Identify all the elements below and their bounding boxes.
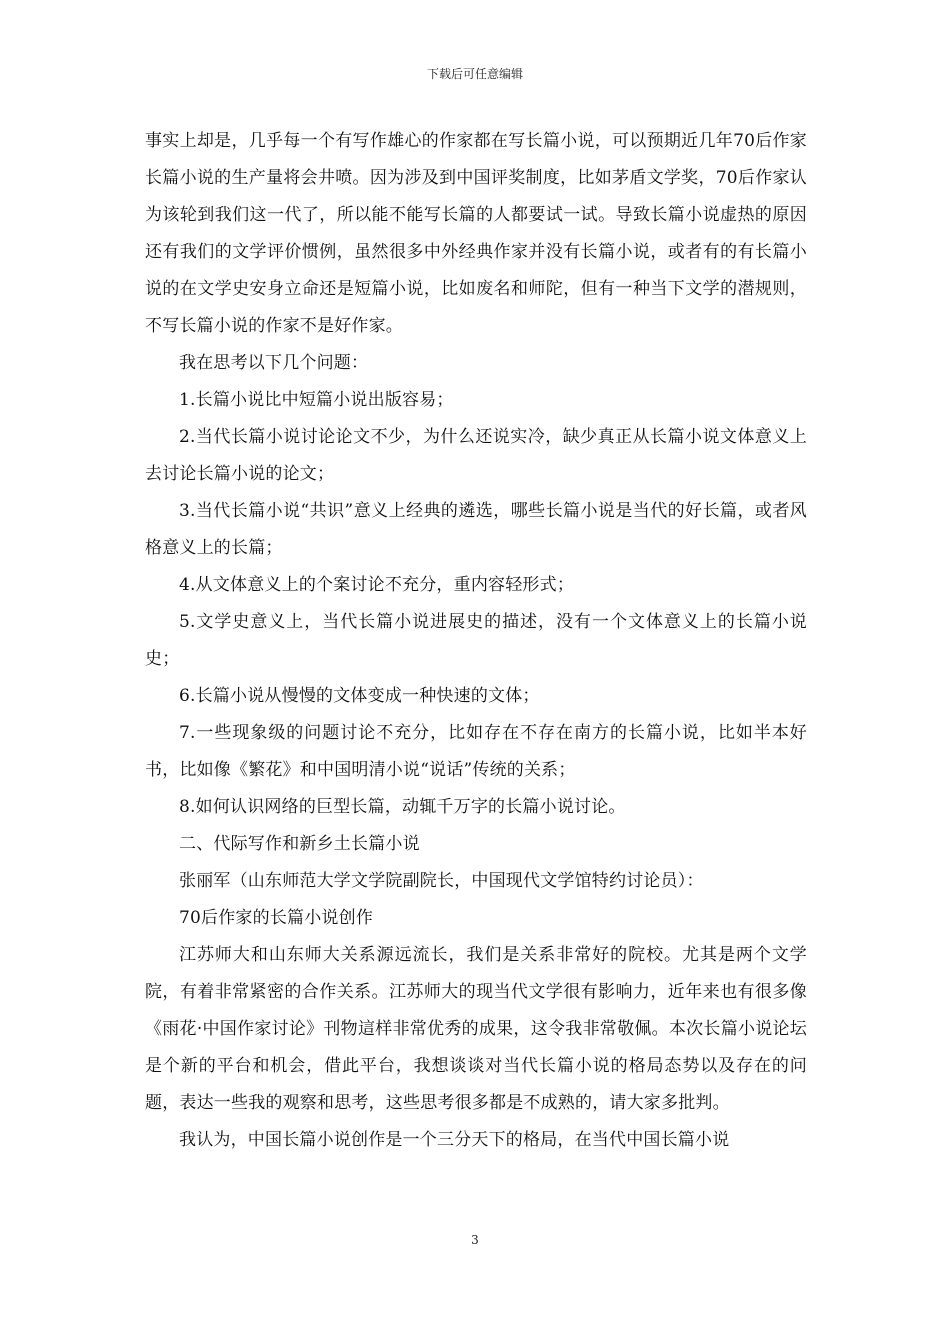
paragraph: 7.一些现象级的问题讨论不充分，比如存在不存在南方的长篇小说，比如半本好书，比如像《繁花》和中国明清小说“说话”传统的关系； (145, 723, 807, 780)
paragraph: 5.文学史意义上，当代长篇小说进展史的描述，没有一个文体意义上的长篇小说史； (145, 612, 807, 669)
page-number: 3 (471, 1233, 479, 1247)
paragraph: 江苏师大和山东师大关系源远流长，我们是关系非常好的院校。尤其是两个文学院，有着非常紧密的合作关系。江苏师大的现当代文学很有影响力，近年来也有很多像《雨花·中国作家讨论》刊物這样非常优秀的成果，这令我非常敬佩。本次长篇小说论坛是个新的平台和机会，借此平台，我想谈谈对当代长篇小说的格局态势以及存在的问题，表达一些我的观察和思考，这些思考很多都是不成熟的，请大家多批判。 (145, 945, 807, 1113)
paragraph: 70后作家的长篇小说创作 (179, 908, 374, 928)
document-body (145, 123, 807, 1159)
paragraph: 4.从文体意义上的个案讨论不充分，重内容轻形式； (179, 575, 575, 595)
paragraph: 我在思考以下几个问题： (179, 353, 369, 373)
paragraph: 3.当代长篇小说“共识”意义上经典的遴选，哪些长篇小说是当代的好长篇，或者风格意义上的长篇； (145, 501, 807, 558)
paragraph: 2.当代长篇小说讨论论文不少，为什么还说实冷，缺少真正从长篇小说文体意义上去讨论长篇小说的论文； (145, 427, 807, 484)
paragraph: 我认为，中国长篇小说创作是一个三分天下的格局，在当代中国长篇小说 (179, 1130, 730, 1150)
paragraph: 8.如何认识网络的巨型长篇，动辄千万字的长篇小说讨论。 (179, 797, 626, 817)
page-header: 下载后可任意编辑 (426, 67, 523, 81)
paragraph: 1.长篇小说比中短篇小说出版容易； (179, 390, 454, 410)
paragraph: 事实上却是，几乎每一个有写作雄心的作家都在写长篇小说，可以预期近几年70后作家长篇小说的生产量将会井喷。因为涉及到中国评奖制度，比如茅盾文学奖，70后作家认为该轮到我们这一代了，所以能不能写长篇的人都要试一试。导致长篇小说虚热的原因还有我们的文学评价惯例，虽然很多中外经典作家并没有长篇小说，或者有的有长篇小说的在文学史安身立命还是短篇小说，比如废名和师陀，但有一种当下文学的潜规则，不写长篇小说的作家不是好作家。 (145, 131, 807, 336)
paragraph: 张丽军（山东师范大学文学院副院长，中国现代文学馆特约讨论员）： (179, 871, 704, 891)
paragraph: 二、代际写作和新乡土长篇小说 (179, 834, 420, 854)
paragraph: 6.长篇小说从慢慢的文体变成一种快速的文体； (179, 686, 540, 706)
